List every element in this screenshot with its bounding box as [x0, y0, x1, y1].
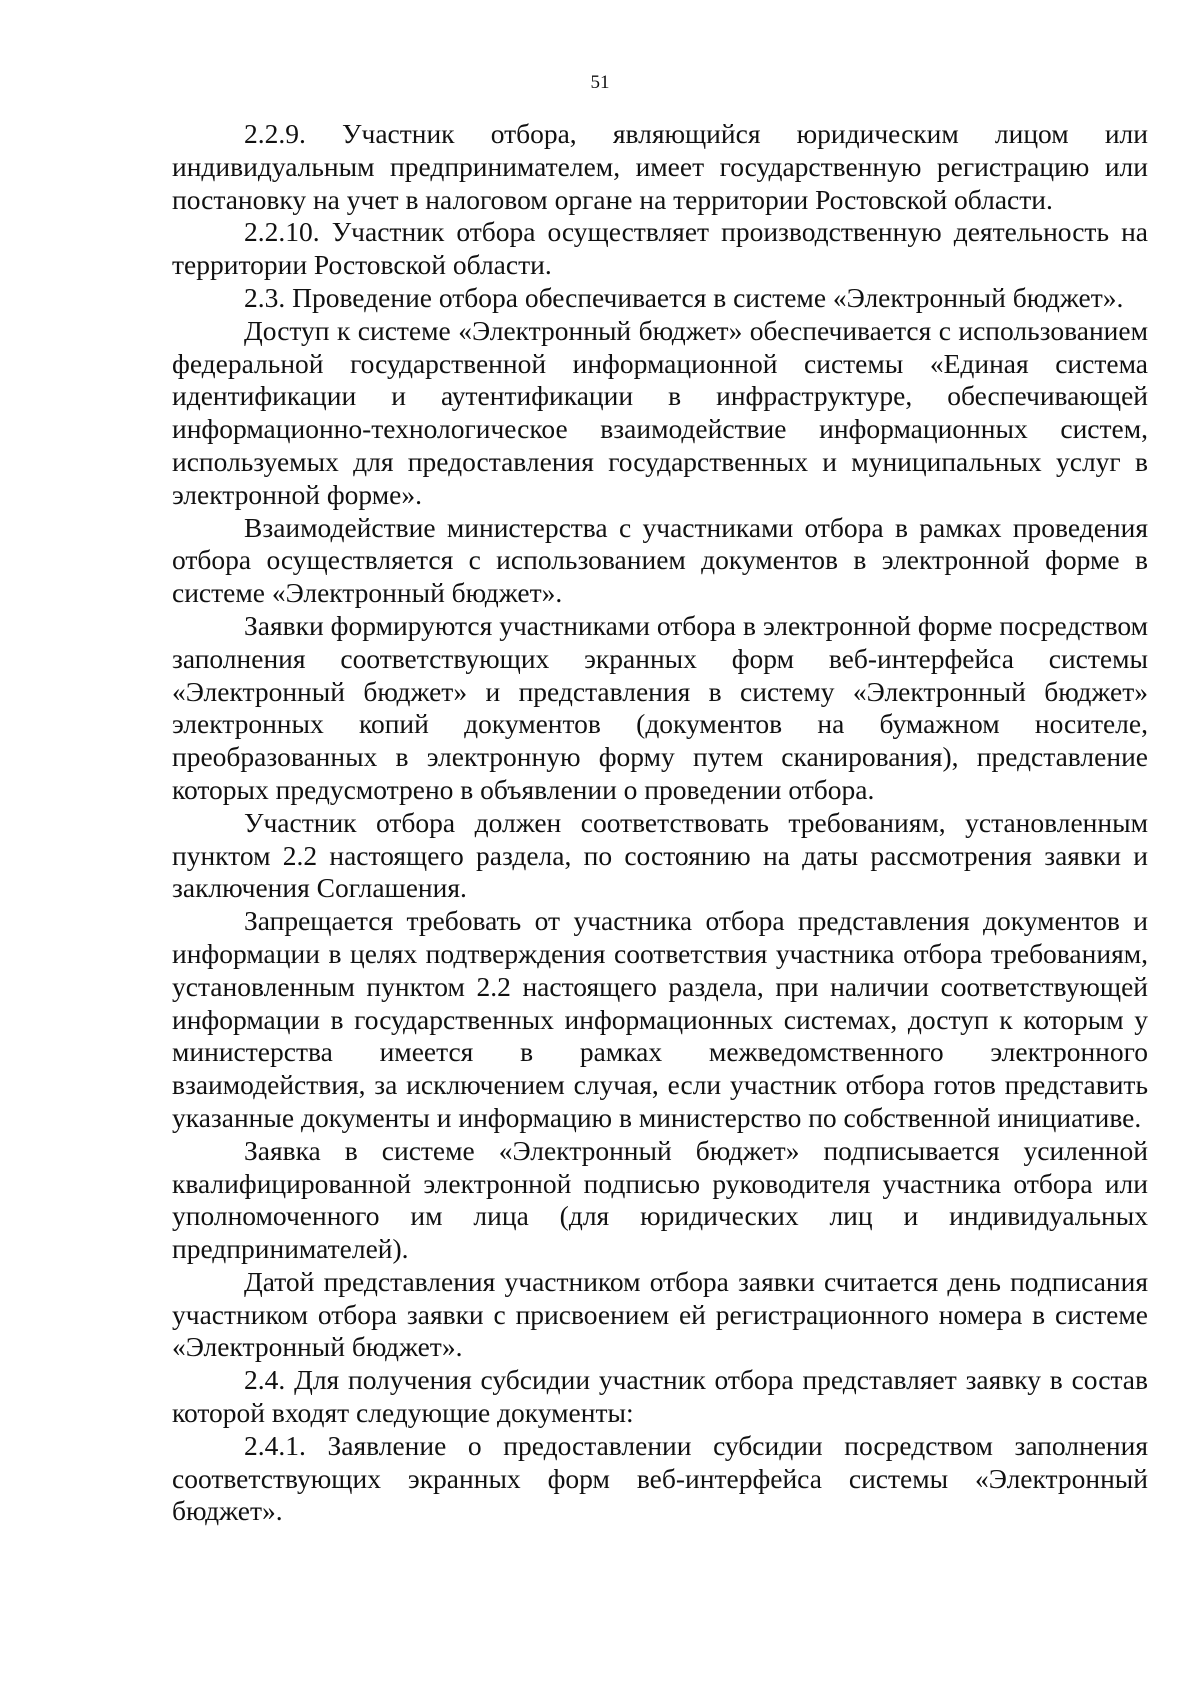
paragraph-2-2-9: 2.2.9. Участник отбора, являющийся юридическим лицом или индивидуальным предпринимателем, имеет государственную регистрацию или постановку на учет в налоговом органе на территории Ростовской области. — [172, 118, 1148, 215]
paragraph-application-signature: Заявка в системе «Электронный бюджет» подписывается усиленной квалифицированной электронной подписью руководителя участника отбора или уполномоченного им лица (для юридических лиц и индивидуальных предпринимателей). — [172, 1134, 1148, 1265]
paragraph-applications-formed: Заявки формируются участниками отбора в электронной форме посредством заполнения соответствующих экранных форм веб-интерфейса системы «Электронный бюджет» и представления в систему «Электронный бюджет» электронных копий документов (документов на бумажном носителе, преобразованных в электронную форму путем сканирования), представление которых предусмотрено в объявлении о проведении отбора. — [172, 609, 1148, 805]
paragraph-participant-requirements: Участник отбора должен соответствовать требованиям, установленным пунктом 2.2 настоящего раздела, по состоянию на даты рассмотрения заявки и заключения Соглашения. — [172, 806, 1148, 904]
paragraph-2-4: 2.4. Для получения субсидии участник отбора представляет заявку в состав которой входят следующие документы: — [172, 1364, 1148, 1429]
page-number: 51 — [590, 72, 610, 93]
paragraph-2-3: 2.3. Проведение отбора обеспечивается в системе «Электронный бюджет». — [244, 281, 1124, 313]
paragraph-prohibition: Запрещается требовать от участника отбора представления документов и информации в целях подтверждения соответствия участника отбора требованиям, установленным пунктом 2.2 настоящего раздела, при наличии соответствующей информации в государственных информационных системах, доступ к которым у министерства имеется в рамках межведомственного электронного взаимодействия, за исключением случая, если участник отбора готов представить указанные документы и информацию в министерство по собственной инициативе. — [172, 905, 1148, 1133]
paragraph-2-2-10: 2.2.10. Участник отбора осуществляет производственную деятельность на территории Ростовской области. — [172, 216, 1148, 281]
paragraph-2-4-1: 2.4.1. Заявление о предоставлении субсидии посредством заполнения соответствующих экранных форм веб-интерфейса системы «Электронный бюджет». — [172, 1429, 1148, 1527]
paragraph-submission-date: Датой представления участником отбора заявки считается день подписания участником отбора заявки с присвоением ей регистрационного номера в системе «Электронный бюджет». — [172, 1265, 1148, 1363]
paragraph-access-system: Доступ к системе «Электронный бюджет» обеспечивается с использованием федеральной государственной информационной системы «Единая система идентификации и аутентификации в инфраструктуре, обеспечивающей информационно-технологическое взаимодействие информационных систем, используемых для предоставления государственных и муниципальных услуг в электронной форме». — [172, 314, 1148, 510]
paragraph-ministry-interaction: Взаимодействие министерства с участниками отбора в рамках проведения отбора осуществляется с использованием документов в электронной форме в системе «Электронный бюджет». — [172, 511, 1148, 609]
document-body — [172, 118, 1148, 1528]
